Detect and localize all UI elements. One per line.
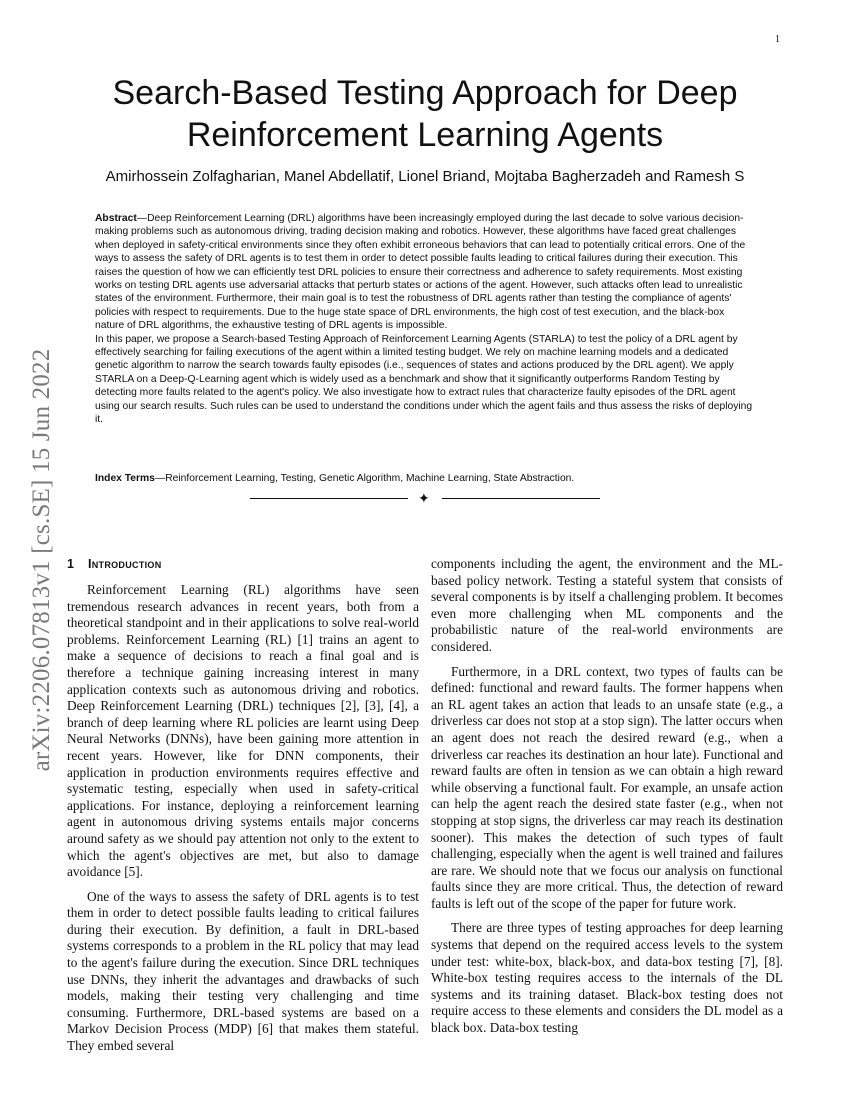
- paper-title-line-2: Reinforcement Learning Agents: [186, 116, 664, 154]
- section-number: 1: [67, 557, 74, 571]
- right-paragraph-3: There are three types of testing approaches for deep learning systems that depend on the required access levels to the system under test: white-box, black-box, and data-box testing [7], [8]. White-box testing requires access to the internals of the DL systems and its training dataset. Black-box testing does not require access to these elements and considers the DL model as a black box. Data-box testing: [431, 920, 783, 1036]
- left-column: [67, 556, 419, 1055]
- abstract-text-1: —Deep Reinforcement Learning (DRL) algorithms have been increasingly employed during the last decade to solve various decision-making problems such as autonomous driving, trading decision making and robotics. However, these algorithms have faced great challenges when deployed in safety-critical environments since they often exhibit erroneous behaviors that can lead to potentially critical errors. One of the ways to assess the safety of DRL agents is to test them in order to detect possible faults leading to critical failures during their execution. This raises the question of how we can efficiently test DRL policies to ensure their correctness and adherence to safety requirements. Most existing works on testing DRL agents use adversarial attacks that perturb states or actions of the agent. However, such attacks often lead to unrealistic states of the environment. Furthermore, their main goal is to test the robustness of DRL agents rather than testing the compliance of agents' policies with respect to requirements. Due to the huge state space of DRL environments, the high cost of test execution, and the black-box nature of DRL algorithms, the exhaustive testing of DRL agents is impossible.: [95, 213, 746, 332]
- index-terms: [95, 472, 755, 485]
- abstract-paragraph-2: In this paper, we propose a Search-based Testing Approach of Reinforcement Learning Agents (STARLA) to test the policy of a DRL agent by effectively searching for failing executions of the agent within a limited testing budget. We rely on machine learning models and a dedicated genetic algorithm to narrow the search towards faulty episodes (i.e., sequences of states and actions produced by the DRL agent). We apply STARLA on a Deep-Q-Learning agent which is widely used as a benchmark and show that it significantly outperforms Random Testing by detecting more faults related to the agent's policy. We also investigate how to extract rules that characterize faulty episodes of the DRL agent using our search results. Such rules can be used to understand the conditions under which the agent fails and thus assess the risks of deploying it.: [95, 333, 753, 426]
- page-number: 1: [775, 34, 780, 45]
- right-paragraph-1: components including the agent, the environment and the ML-based policy network. Testing a stateful system that consists of several components is by itself a challenging problem. It becomes even more challenging when ML components and the probabilistic nature of the real-world environments are considered.: [431, 556, 783, 654]
- section-heading: [67, 556, 419, 572]
- author-list: Amirhossein Zolfagharian, Manel Abdellatif, Lionel Briand, Mojtaba Bagherzadeh and Ramesh S: [105, 168, 745, 185]
- right-paragraph-2: Furthermore, in a DRL context, two types of faults can be defined: functional and reward faults. The former happens when an RL agent takes an action that leads to an unsafe state (e.g., a driverless car does not stop at a stop sign). The latter occurs when an agent does not reach the desired reward (e.g., when a driverless car reaches its destination an hour late). Functional and reward faults are often in tension as we can obtain a high reward while observing a functional fault. For example, an unsafe action can help the agent reach the desired state faster (e.g., when not stopping at stop signs, the driverless car may reach its destination sooner). This makes the detection of such types of fault challenging, especially when the agent is well trained and failures are rare. We should note that we focus our analysis on functional faults since they are more critical. Thus, the detection of reward faults is left out of the scope of the paper for future work.: [431, 663, 783, 911]
- abstract-label: Abstract: [95, 213, 137, 224]
- index-terms-label: Index Terms: [95, 473, 155, 484]
- paper-title-line-1: Search-Based Testing Approach for Deep: [112, 74, 738, 112]
- left-paragraph-2: One of the ways to assess the safety of DRL agents is to test them in order to detect possible faults leading to critical failures during their execution. By definition, a fault in DRL-based systems corresponds to a problem in the RL policy that may lead to the agent's failure during the execution. Since DRL techniques use DNNs, they inherit the advantages and drawbacks of such models, making their testing very challenging and time consuming. Furthermore, DRL-based systems are based on a Markov Decision Process (MDP) [6] that makes them stateful. They embed several: [67, 888, 419, 1054]
- arxiv-identifier-stamp: arXiv:2206.07813v1 [cs.SE] 15 Jun 2022: [28, 348, 55, 772]
- separator-diamond-icon: ✦: [418, 490, 430, 506]
- section-separator: [250, 490, 600, 508]
- index-terms-text: —Reinforcement Learning, Testing, Genetic Algorithm, Machine Learning, State Abstraction.: [154, 473, 575, 484]
- paper-title: [0, 72, 850, 156]
- abstract-paragraph-1: [95, 212, 755, 333]
- section-title: Introduction: [87, 557, 162, 571]
- separator-rule-left: [250, 498, 408, 499]
- abstract: [95, 212, 755, 427]
- right-column: [431, 556, 783, 1037]
- separator-rule-right: [442, 498, 600, 499]
- left-paragraph-1: Reinforcement Learning (RL) algorithms have seen tremendous research advances in recent years, both from a theoretical standpoint and in their applications to solve real-world problems. Reinforcement Learning (RL) [1] trains an agent to make a sequence of decisions to reach a final goal and is therefore a technique gaining increasing interest in many application contexts such as autonomous driving and robotics. Deep Reinforcement Learning (DRL) techniques [2], [3], [4], a branch of deep learning where RL policies are learnt using Deep Neural Networks (DNNs), have been gaining more attention in recent years. However, like for DNN components, their application in production environments requires effective and systematic testing, especially when used in safety-critical applications. For instance, deploying a reinforcement learning agent in autonomous driving systems entails major concerns around safety as we should pay attention not only to the extent to which the agent's objectives are met, but also to damage avoidance [5].: [67, 582, 419, 880]
